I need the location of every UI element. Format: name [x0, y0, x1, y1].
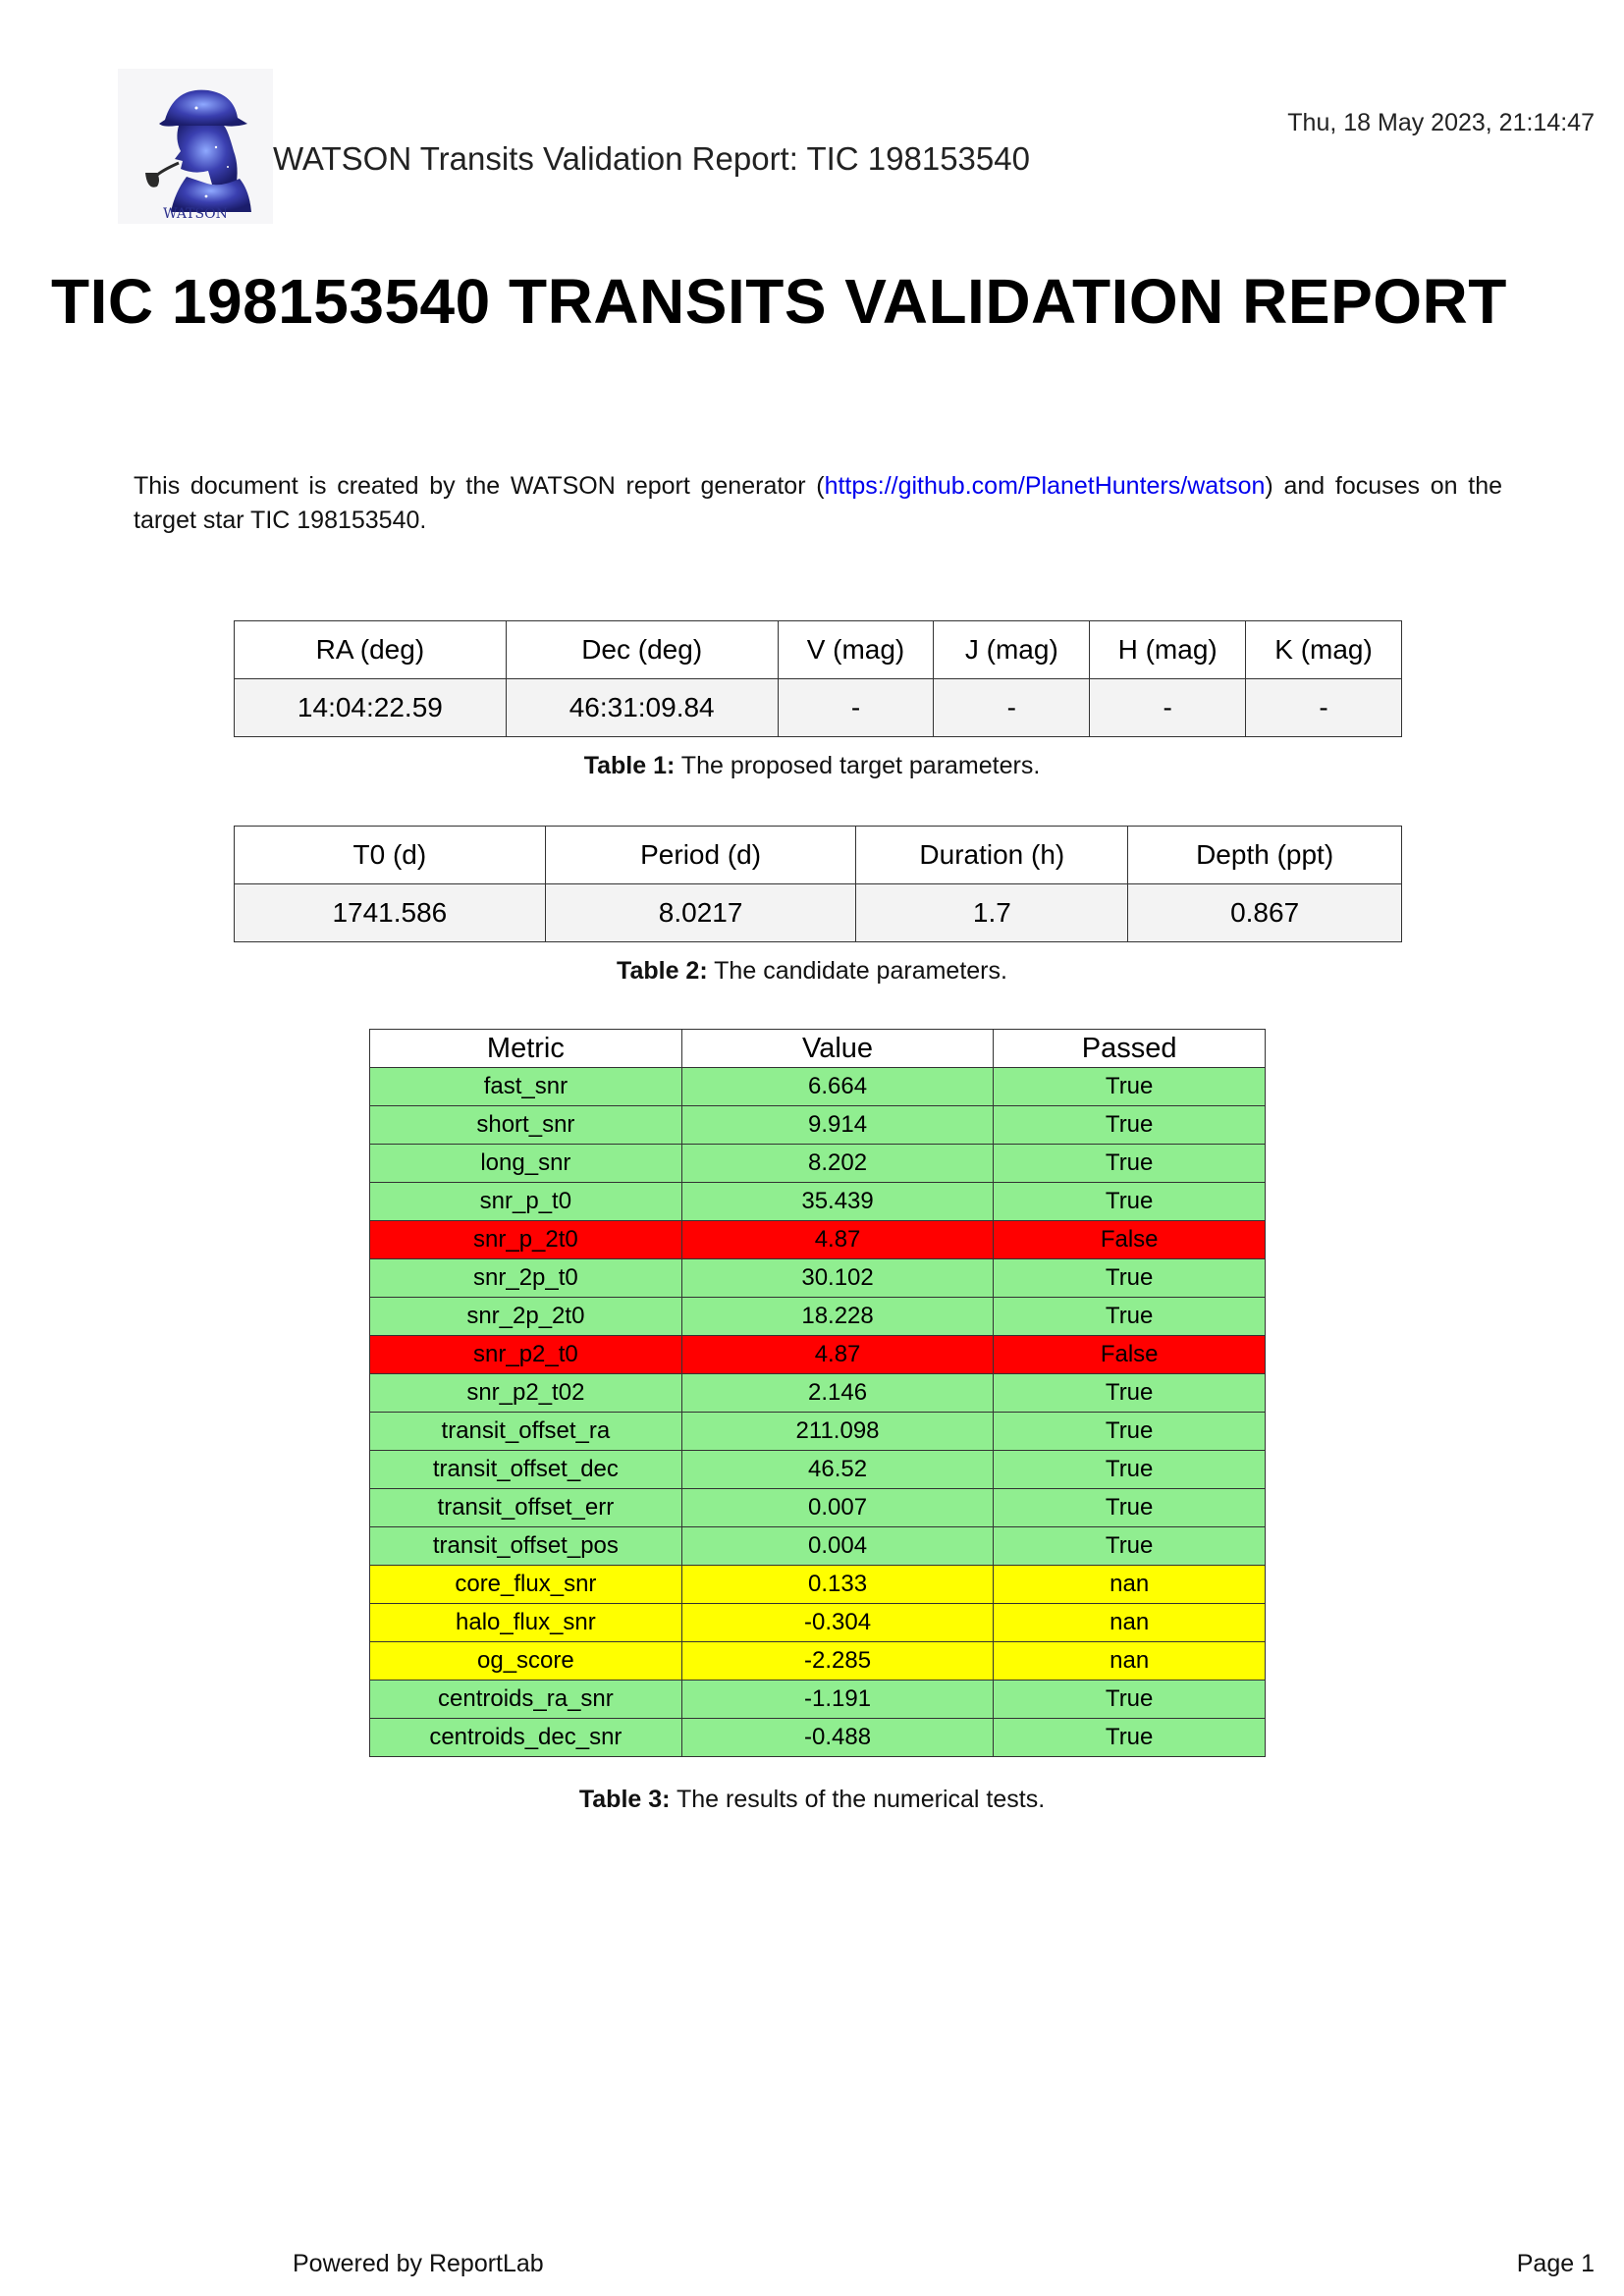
table-cell: 0.004	[681, 1527, 994, 1566]
table-cell: 2.146	[681, 1374, 994, 1413]
table-cell: True	[994, 1183, 1266, 1221]
table-header-row	[235, 827, 1402, 884]
table-cell: -2.285	[681, 1642, 994, 1681]
intro-text-start: This document is created by the WATSON report generator (	[134, 472, 825, 500]
table-row	[370, 1259, 1266, 1298]
table-cell: False	[994, 1336, 1266, 1374]
table-cell: False	[994, 1221, 1266, 1259]
table-cell: nan	[994, 1642, 1266, 1681]
table-cell: True	[994, 1681, 1266, 1719]
table-cell: 1741.586	[235, 884, 546, 942]
column-header: K (mag)	[1246, 621, 1402, 679]
table-cell: short_snr	[370, 1106, 682, 1145]
table-cell: True	[994, 1451, 1266, 1489]
table-cell: transit_offset_pos	[370, 1527, 682, 1566]
table-cell: 18.228	[681, 1298, 994, 1336]
table-cell: True	[994, 1106, 1266, 1145]
table-row	[370, 1642, 1266, 1681]
table-cell: 8.202	[681, 1145, 994, 1183]
table-header-row	[235, 621, 1402, 679]
table-row	[370, 1566, 1266, 1604]
column-header: H (mag)	[1090, 621, 1246, 679]
page-title: TIC 198153540 TRANSITS VALIDATION REPORT	[51, 266, 1507, 337]
table-row	[370, 1451, 1266, 1489]
table-cell: fast_snr	[370, 1068, 682, 1106]
column-header: Dec (deg)	[506, 621, 778, 679]
column-header: V (mag)	[778, 621, 934, 679]
table1-caption	[0, 752, 1624, 780]
table-cell: 211.098	[681, 1413, 994, 1451]
table-cell: 4.87	[681, 1221, 994, 1259]
table-cell: -0.304	[681, 1604, 994, 1642]
column-header: Metric	[370, 1030, 682, 1068]
column-header: Passed	[994, 1030, 1266, 1068]
table-row	[370, 1413, 1266, 1451]
table-cell: 0.007	[681, 1489, 994, 1527]
caption-label: Table 2:	[617, 957, 708, 985]
table-row	[370, 1374, 1266, 1413]
table-cell: 30.102	[681, 1259, 994, 1298]
table-cell: nan	[994, 1566, 1266, 1604]
table-cell: 8.0217	[545, 884, 856, 942]
table-cell: og_score	[370, 1642, 682, 1681]
table-cell: True	[994, 1259, 1266, 1298]
table-cell: long_snr	[370, 1145, 682, 1183]
intro-paragraph	[134, 469, 1502, 538]
footer-powered-by: Powered by ReportLab	[293, 2250, 544, 2277]
column-header: J (mag)	[934, 621, 1090, 679]
watson-logo	[118, 69, 273, 224]
table-cell: 9.914	[681, 1106, 994, 1145]
logo-text: WATSON	[163, 206, 228, 222]
table-cell: 0.867	[1128, 884, 1402, 942]
table-cell: transit_offset_dec	[370, 1451, 682, 1489]
table-cell: -0.488	[681, 1719, 994, 1757]
table-row	[370, 1221, 1266, 1259]
table-header-row	[370, 1030, 1266, 1068]
table-cell: True	[994, 1489, 1266, 1527]
table3-caption	[0, 1786, 1624, 1814]
table-cell: 0.133	[681, 1566, 994, 1604]
caption-label: Table 3:	[578, 1786, 671, 1813]
column-header: RA (deg)	[235, 621, 507, 679]
numerical-tests-table	[369, 1029, 1266, 1757]
table-cell: -	[934, 679, 1090, 737]
table-cell: 1.7	[856, 884, 1128, 942]
table-cell: True	[994, 1298, 1266, 1336]
table-cell: centroids_ra_snr	[370, 1681, 682, 1719]
table-row	[235, 884, 1402, 942]
column-header: Period (d)	[545, 827, 856, 884]
table-cell: halo_flux_snr	[370, 1604, 682, 1642]
table-cell: snr_p_t0	[370, 1183, 682, 1221]
column-header: Duration (h)	[856, 827, 1128, 884]
table-cell: 14:04:22.59	[235, 679, 507, 737]
table-cell: -	[1246, 679, 1402, 737]
table-row	[235, 679, 1402, 737]
table-cell: transit_offset_err	[370, 1489, 682, 1527]
caption-text: The results of the numerical tests.	[670, 1786, 1046, 1813]
column-header: Depth (ppt)	[1128, 827, 1402, 884]
table-row	[370, 1719, 1266, 1757]
table-cell: 46.52	[681, 1451, 994, 1489]
caption-text: The candidate parameters.	[707, 957, 1007, 985]
intro-text-end: ) and focuses on the target star TIC 198153540.	[134, 472, 1502, 534]
table-row	[370, 1336, 1266, 1374]
table-cell: transit_offset_ra	[370, 1413, 682, 1451]
table-row	[370, 1068, 1266, 1106]
table-row	[370, 1527, 1266, 1566]
table-row	[370, 1145, 1266, 1183]
table-cell: True	[994, 1719, 1266, 1757]
table-row	[370, 1681, 1266, 1719]
caption-label: Table 1:	[583, 752, 676, 779]
table-cell: snr_p_2t0	[370, 1221, 682, 1259]
table-cell: core_flux_snr	[370, 1566, 682, 1604]
table-row	[370, 1489, 1266, 1527]
table-cell: 35.439	[681, 1183, 994, 1221]
header-title: WATSON Transits Validation Report: TIC 198153540	[273, 140, 1030, 177]
table-cell: centroids_dec_snr	[370, 1719, 682, 1757]
table2-caption	[0, 957, 1624, 986]
column-header: Value	[681, 1030, 994, 1068]
table-row	[370, 1183, 1266, 1221]
caption-text: The proposed target parameters.	[675, 752, 1041, 779]
github-link[interactable]: https://github.com/PlanetHunters/watson	[824, 472, 1266, 500]
table-cell: True	[994, 1527, 1266, 1566]
table-cell: 4.87	[681, 1336, 994, 1374]
table-cell: True	[994, 1145, 1266, 1183]
table-cell: 6.664	[681, 1068, 994, 1106]
report-date: Thu, 18 May 2023, 21:14:47	[1287, 109, 1595, 136]
table-row	[370, 1604, 1266, 1642]
table-cell: snr_2p_t0	[370, 1259, 682, 1298]
target-parameters-table	[234, 620, 1402, 737]
table-cell: 46:31:09.84	[506, 679, 778, 737]
table-cell: True	[994, 1374, 1266, 1413]
table-row	[370, 1106, 1266, 1145]
table-cell: -	[1090, 679, 1246, 737]
table-cell: nan	[994, 1604, 1266, 1642]
table-row	[370, 1298, 1266, 1336]
table-cell: -1.191	[681, 1681, 994, 1719]
candidate-parameters-table	[234, 826, 1402, 942]
page-number: Page 1	[1516, 2250, 1595, 2277]
table-cell: True	[994, 1413, 1266, 1451]
column-header: T0 (d)	[235, 827, 546, 884]
table-cell: snr_p2_t02	[370, 1374, 682, 1413]
table-cell: -	[778, 679, 934, 737]
table-cell: snr_2p_2t0	[370, 1298, 682, 1336]
table-cell: True	[994, 1068, 1266, 1106]
table-cell: snr_p2_t0	[370, 1336, 682, 1374]
